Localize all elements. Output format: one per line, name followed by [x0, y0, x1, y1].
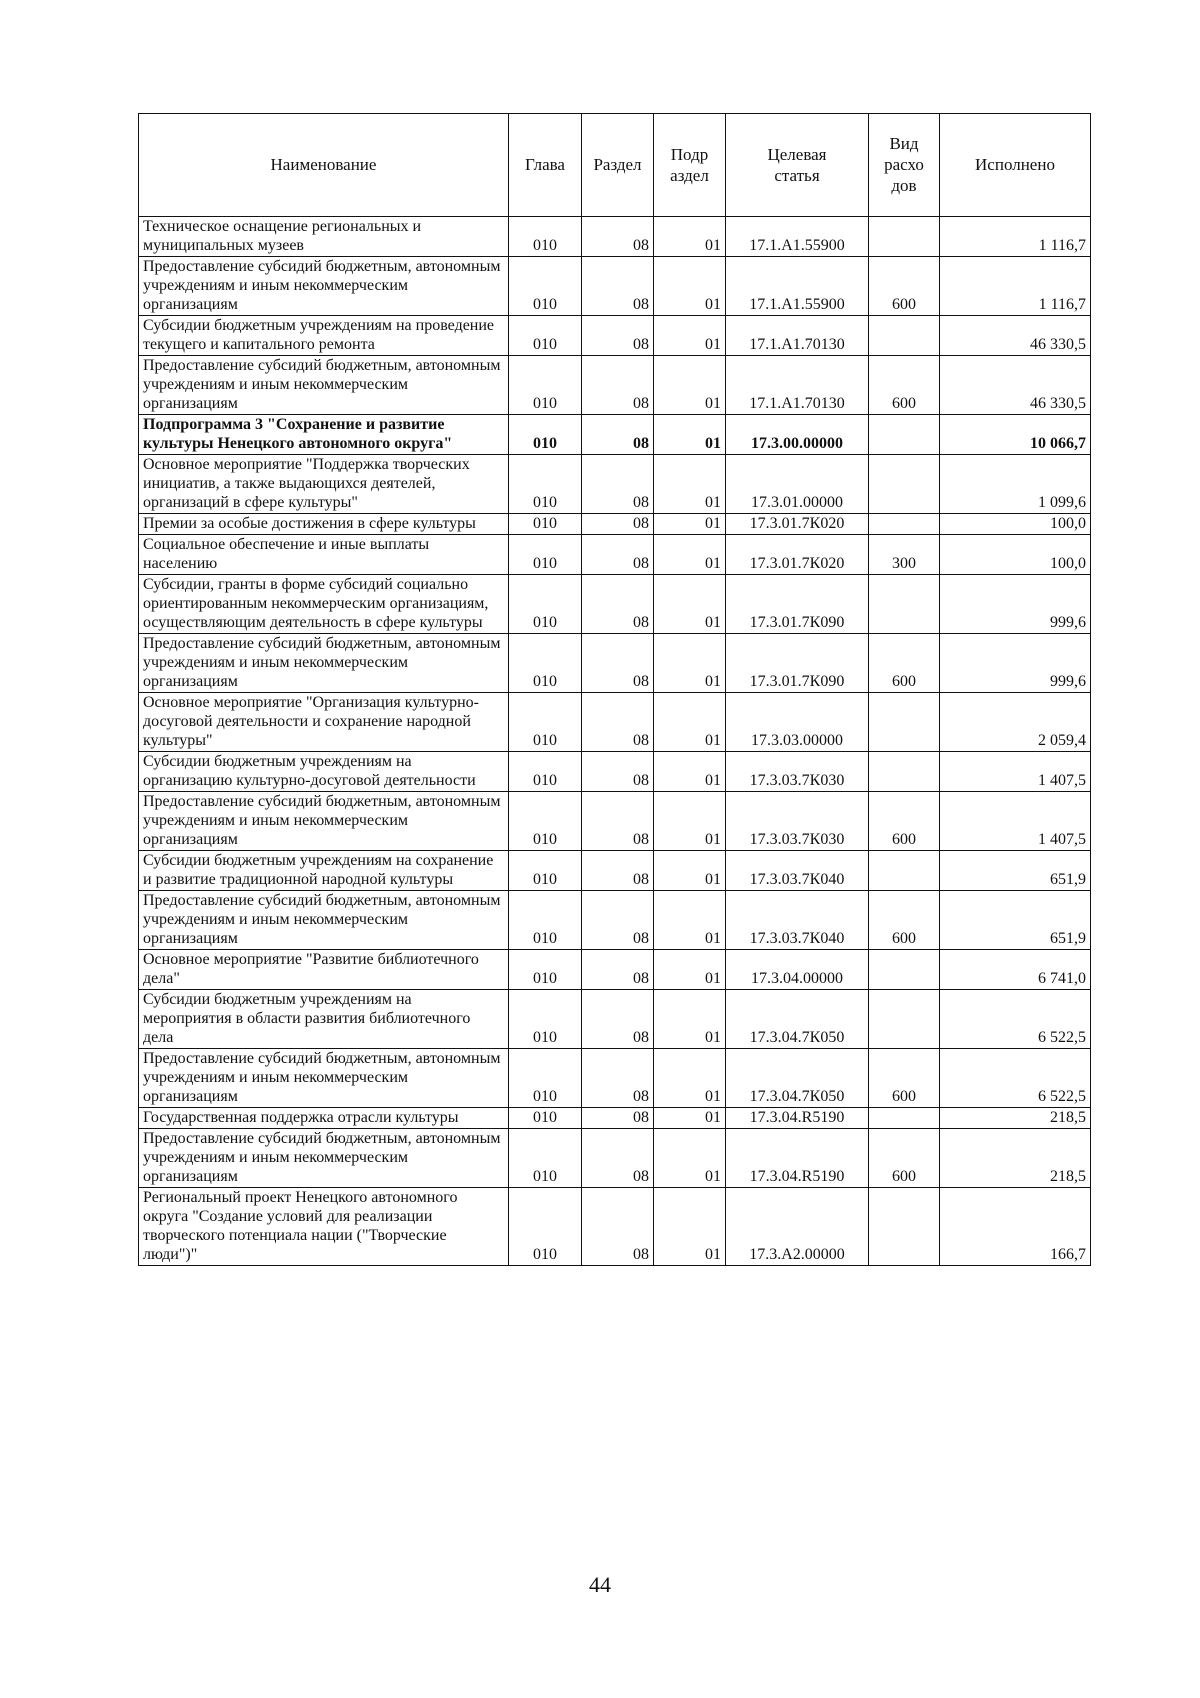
cell-name: Социальное обеспечение и иные выплаты населению	[139, 535, 509, 575]
cell-podrazdel: 01	[654, 693, 726, 752]
cell-name: Основное мероприятие "Организация культурно-досуговой деятельности и сохранение народной культуры"	[139, 693, 509, 752]
cell-razdel: 08	[582, 1188, 654, 1266]
cell-vid-rashodov	[869, 752, 940, 792]
cell-vid-rashodov	[869, 575, 940, 634]
cell-razdel: 08	[582, 356, 654, 415]
cell-podrazdel: 01	[654, 851, 726, 891]
cell-celevaya-statya: 17.3.03.7К030	[726, 752, 869, 792]
table-row	[139, 891, 1091, 950]
table-row	[139, 634, 1091, 693]
cell-name: Основное мероприятие "Поддержка творческих инициатив, а также выдающихся деятелей, организаций в сфере культуры"	[139, 455, 509, 514]
table-row	[139, 575, 1091, 634]
cell-glava: 010	[509, 1108, 582, 1129]
cell-name: Региональный проект Ненецкого автономного округа "Создание условий для реализации творческого потенциала нации ("Творческие люди")"	[139, 1188, 509, 1266]
cell-vid-rashodov: 600	[869, 891, 940, 950]
cell-ispolneno: 10 066,7	[940, 415, 1091, 455]
header-vid-rashodov: Вид расхо дов	[869, 114, 940, 217]
cell-podrazdel: 01	[654, 792, 726, 851]
cell-vid-rashodov: 600	[869, 634, 940, 693]
table-row	[139, 535, 1091, 575]
cell-glava: 010	[509, 415, 582, 455]
cell-celevaya-statya: 17.3.01.7К020	[726, 535, 869, 575]
cell-vid-rashodov: 600	[869, 257, 940, 316]
cell-ispolneno: 1 116,7	[940, 217, 1091, 257]
header-glava: Глава	[509, 114, 582, 217]
cell-celevaya-statya: 17.3.03.7К030	[726, 792, 869, 851]
cell-razdel: 08	[582, 752, 654, 792]
cell-podrazdel: 01	[654, 752, 726, 792]
cell-ispolneno: 100,0	[940, 535, 1091, 575]
cell-vid-rashodov: 300	[869, 535, 940, 575]
cell-ispolneno: 651,9	[940, 851, 1091, 891]
cell-vid-rashodov: 600	[869, 792, 940, 851]
cell-razdel: 08	[582, 891, 654, 950]
cell-razdel: 08	[582, 316, 654, 356]
header-celevaya-statya: Целевая статья	[726, 114, 869, 217]
cell-celevaya-statya: 17.1.А1.70130	[726, 316, 869, 356]
cell-vid-rashodov	[869, 514, 940, 535]
cell-name: Премии за особые достижения в сфере культуры	[139, 514, 509, 535]
cell-podrazdel: 01	[654, 455, 726, 514]
cell-celevaya-statya: 17.3.03.00000	[726, 693, 869, 752]
cell-vid-rashodov: 600	[869, 356, 940, 415]
cell-glava: 010	[509, 455, 582, 514]
table-row	[139, 316, 1091, 356]
cell-ispolneno: 999,6	[940, 575, 1091, 634]
cell-name: Предоставление субсидий бюджетным, автономным учреждениям и иным некоммерческим организациям	[139, 634, 509, 693]
cell-razdel: 08	[582, 693, 654, 752]
cell-ispolneno: 166,7	[940, 1188, 1091, 1266]
cell-ispolneno: 100,0	[940, 514, 1091, 535]
cell-vid-rashodov	[869, 217, 940, 257]
cell-razdel: 08	[582, 634, 654, 693]
cell-ispolneno: 1 099,6	[940, 455, 1091, 514]
cell-glava: 010	[509, 752, 582, 792]
cell-vid-rashodov	[869, 693, 940, 752]
cell-glava: 010	[509, 257, 582, 316]
cell-celevaya-statya: 17.3.00.00000	[726, 415, 869, 455]
cell-name: Предоставление субсидий бюджетным, автономным учреждениям и иным некоммерческим организациям	[139, 1129, 509, 1188]
cell-razdel: 08	[582, 455, 654, 514]
cell-razdel: 08	[582, 415, 654, 455]
cell-vid-rashodov: 600	[869, 1129, 940, 1188]
cell-ispolneno: 6 522,5	[940, 990, 1091, 1049]
cell-razdel: 08	[582, 851, 654, 891]
cell-celevaya-statya: 17.3.03.7К040	[726, 891, 869, 950]
cell-ispolneno: 46 330,5	[940, 356, 1091, 415]
cell-ispolneno: 6 741,0	[940, 950, 1091, 990]
cell-celevaya-statya: 17.3.04.7К050	[726, 990, 869, 1049]
cell-podrazdel: 01	[654, 257, 726, 316]
cell-ispolneno: 1 407,5	[940, 752, 1091, 792]
cell-razdel: 08	[582, 575, 654, 634]
cell-podrazdel: 01	[654, 1188, 726, 1266]
cell-name: Техническое оснащение региональных и муниципальных музеев	[139, 217, 509, 257]
cell-glava: 010	[509, 575, 582, 634]
cell-vid-rashodov	[869, 455, 940, 514]
header-razdel: Раздел	[582, 114, 654, 217]
cell-celevaya-statya: 17.1.А1.55900	[726, 257, 869, 316]
cell-razdel: 08	[582, 950, 654, 990]
header-ispolneno: Исполнено	[940, 114, 1091, 217]
cell-razdel: 08	[582, 217, 654, 257]
table-body	[139, 217, 1091, 1266]
cell-podrazdel: 01	[654, 950, 726, 990]
table-row	[139, 1049, 1091, 1108]
cell-vid-rashodov	[869, 1188, 940, 1266]
cell-razdel: 08	[582, 990, 654, 1049]
cell-vid-rashodov	[869, 990, 940, 1049]
cell-celevaya-statya: 17.1.А1.55900	[726, 217, 869, 257]
page-number: 44	[589, 1572, 611, 1597]
cell-celevaya-statya: 17.3.01.7К020	[726, 514, 869, 535]
cell-ispolneno: 999,6	[940, 634, 1091, 693]
cell-ispolneno: 218,5	[940, 1108, 1091, 1129]
cell-razdel: 08	[582, 257, 654, 316]
table-row	[139, 455, 1091, 514]
cell-ispolneno: 651,9	[940, 891, 1091, 950]
cell-name: Субсидии бюджетным учреждениям на проведение текущего и капитального ремонта	[139, 316, 509, 356]
cell-name: Субсидии бюджетным учреждениям на мероприятия в области развития библиотечного дела	[139, 990, 509, 1049]
cell-celevaya-statya: 17.3.04.7К050	[726, 1049, 869, 1108]
cell-razdel: 08	[582, 535, 654, 575]
cell-vid-rashodov	[869, 1108, 940, 1129]
cell-glava: 010	[509, 217, 582, 257]
cell-celevaya-statya: 17.3.04.R5190	[726, 1129, 869, 1188]
cell-name: Субсидии, гранты в форме субсидий социально ориентированным некоммерческим организациям, осуществляющим деятельность в сфере культуры	[139, 575, 509, 634]
cell-celevaya-statya: 17.3.01.7К090	[726, 575, 869, 634]
table-row	[139, 851, 1091, 891]
cell-glava: 010	[509, 1049, 582, 1108]
cell-name: Государственная поддержка отрасли культуры	[139, 1108, 509, 1129]
cell-razdel: 08	[582, 514, 654, 535]
cell-podrazdel: 01	[654, 575, 726, 634]
cell-ispolneno: 218,5	[940, 1129, 1091, 1188]
cell-ispolneno: 2 059,4	[940, 693, 1091, 752]
cell-ispolneno: 46 330,5	[940, 316, 1091, 356]
cell-glava: 010	[509, 990, 582, 1049]
cell-celevaya-statya: 17.3.04.00000	[726, 950, 869, 990]
cell-name: Подпрограмма 3 "Сохранение и развитие культуры Ненецкого автономного округа"	[139, 415, 509, 455]
cell-podrazdel: 01	[654, 514, 726, 535]
cell-celevaya-statya: 17.3.01.00000	[726, 455, 869, 514]
cell-name: Предоставление субсидий бюджетным, автономным учреждениям и иным некоммерческим организациям	[139, 891, 509, 950]
cell-name: Субсидии бюджетным учреждениям на организацию культурно-досуговой деятельности	[139, 752, 509, 792]
table-row	[139, 1188, 1091, 1266]
cell-ispolneno: 1 116,7	[940, 257, 1091, 316]
cell-glava: 010	[509, 356, 582, 415]
cell-podrazdel: 01	[654, 217, 726, 257]
cell-name: Основное мероприятие "Развитие библиотечного дела"	[139, 950, 509, 990]
cell-glava: 010	[509, 792, 582, 851]
table-row	[139, 257, 1091, 316]
table-row	[139, 1129, 1091, 1188]
cell-glava: 010	[509, 634, 582, 693]
cell-celevaya-statya: 17.3.03.7К040	[726, 851, 869, 891]
cell-podrazdel: 01	[654, 1129, 726, 1188]
cell-vid-rashodov	[869, 950, 940, 990]
header-name: Наименование	[139, 114, 509, 217]
cell-razdel: 08	[582, 792, 654, 851]
cell-name: Предоставление субсидий бюджетным, автономным учреждениям и иным некоммерческим организациям	[139, 257, 509, 316]
cell-celevaya-statya: 17.3.01.7К090	[726, 634, 869, 693]
cell-celevaya-statya: 17.3.А2.00000	[726, 1188, 869, 1266]
table-row	[139, 514, 1091, 535]
table-row	[139, 990, 1091, 1049]
cell-glava: 010	[509, 1129, 582, 1188]
cell-glava: 010	[509, 891, 582, 950]
header-row	[139, 114, 1091, 217]
cell-name: Предоставление субсидий бюджетным, автономным учреждениям и иным некоммерческим организациям	[139, 1049, 509, 1108]
cell-podrazdel: 01	[654, 356, 726, 415]
cell-vid-rashodov	[869, 415, 940, 455]
cell-glava: 010	[509, 693, 582, 752]
cell-vid-rashodov: 600	[869, 1049, 940, 1108]
table-row	[139, 792, 1091, 851]
table-row	[139, 356, 1091, 415]
cell-vid-rashodov	[869, 316, 940, 356]
cell-name: Предоставление субсидий бюджетным, автономным учреждениям и иным некоммерческим организациям	[139, 792, 509, 851]
cell-razdel: 08	[582, 1129, 654, 1188]
cell-razdel: 08	[582, 1049, 654, 1108]
cell-razdel: 08	[582, 1108, 654, 1129]
cell-glava: 010	[509, 1188, 582, 1266]
budget-table	[138, 113, 1091, 1266]
cell-glava: 010	[509, 316, 582, 356]
cell-glava: 010	[509, 535, 582, 575]
cell-glava: 010	[509, 514, 582, 535]
cell-podrazdel: 01	[654, 1108, 726, 1129]
cell-celevaya-statya: 17.3.04.R5190	[726, 1108, 869, 1129]
cell-podrazdel: 01	[654, 415, 726, 455]
table-row	[139, 950, 1091, 990]
cell-vid-rashodov	[869, 851, 940, 891]
table-row	[139, 415, 1091, 455]
cell-podrazdel: 01	[654, 535, 726, 575]
table-row	[139, 1108, 1091, 1129]
cell-glava: 010	[509, 950, 582, 990]
cell-podrazdel: 01	[654, 316, 726, 356]
table-row	[139, 752, 1091, 792]
table-row	[139, 693, 1091, 752]
cell-name: Предоставление субсидий бюджетным, автономным учреждениям и иным некоммерческим организациям	[139, 356, 509, 415]
cell-celevaya-statya: 17.1.А1.70130	[726, 356, 869, 415]
cell-podrazdel: 01	[654, 990, 726, 1049]
cell-name: Субсидии бюджетным учреждениям на сохранение и развитие традиционной народной культуры	[139, 851, 509, 891]
cell-podrazdel: 01	[654, 634, 726, 693]
cell-podrazdel: 01	[654, 1049, 726, 1108]
cell-ispolneno: 6 522,5	[940, 1049, 1091, 1108]
header-podrazdel: Подр аздел	[654, 114, 726, 217]
cell-podrazdel: 01	[654, 891, 726, 950]
table-row	[139, 217, 1091, 257]
cell-glava: 010	[509, 851, 582, 891]
cell-ispolneno: 1 407,5	[940, 792, 1091, 851]
